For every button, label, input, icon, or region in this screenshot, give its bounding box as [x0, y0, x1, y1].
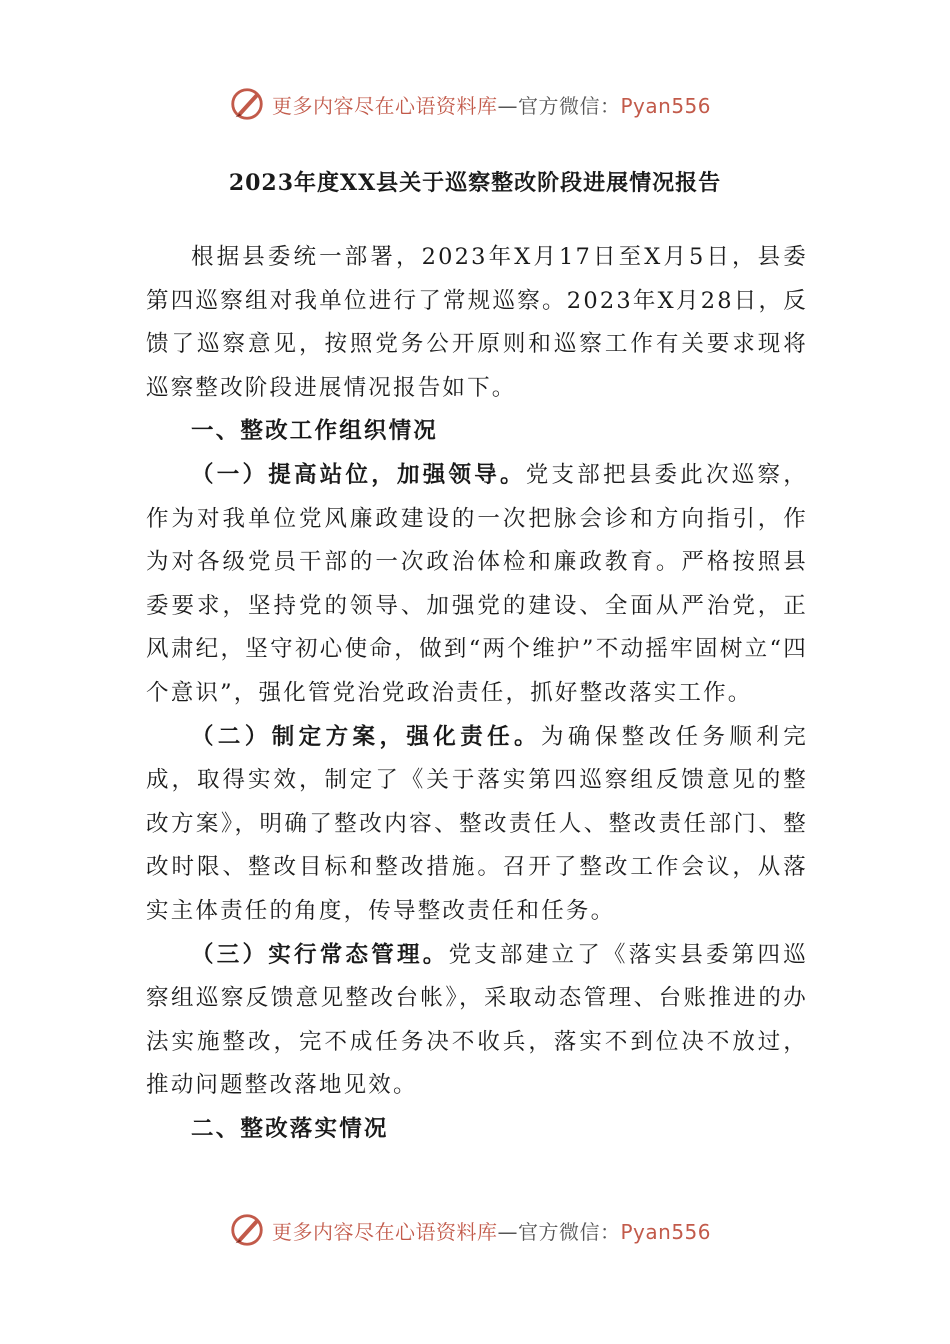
- paragraph-1: [146, 454, 808, 716]
- pen-logo-icon: [228, 1211, 266, 1249]
- paragraph-1-heading: （一）提高站位，加强领导。: [191, 461, 526, 488]
- section-heading-2: 二、整改落实情况: [191, 1115, 389, 1142]
- document-title: 2023年度XX县关于巡察整改阶段进展情况报告: [228, 170, 722, 196]
- paragraph-1-body: 党支部把县委此次巡察，作为对我单位党风廉政建设的一次把脉会诊和方向指引，作为对各级党员干部的一次政治体检和廉政教育。严格按照县委要求，坚持党的领导、加强党的建设、全面从严治党，正风肃纪，坚守初心使命，做到“两个维护”不动摇牢固树立“四个意识”，强化管党治党政治责任，抓好整改落实工作。: [146, 461, 808, 706]
- paragraph-2-heading: （二）制定方案，强化责任。: [191, 723, 541, 750]
- footer-watermark-banner: [228, 1210, 748, 1250]
- intro-paragraph: 根据县委统一部署，2023年X月17日至X月5日，县委第四巡察组对我单位进行了常规巡察。2023年X月28日，反馈了巡察意见，按照党务公开原则和巡察工作有关要求现将巡察整改阶段进展情况报告如下。: [146, 244, 808, 401]
- header-watermark-banner: [228, 84, 748, 124]
- pen-logo-icon: [228, 85, 266, 123]
- document-body: [146, 236, 808, 1151]
- banner-text: 更多内容尽在心语资料库—官方微信：Pyan556: [272, 93, 712, 118]
- banner-text: 更多内容尽在心语资料库—官方微信：Pyan556: [272, 1219, 712, 1244]
- paragraph-3-heading: （三）实行常态管理。: [191, 941, 449, 968]
- paragraph-2-body: 为确保整改任务顺利完成，取得实效，制定了《关于落实第四巡察组反馈意见的整改方案》，明确了整改内容、整改责任人、整改责任部门、整改时限、整改目标和整改措施。召开了整改工作会议，从落实主体责任的角度，传导整改责任和任务。: [146, 723, 808, 924]
- section-heading-1: 一、整改工作组织情况: [191, 418, 439, 445]
- paragraph-2: [146, 716, 808, 934]
- paragraph-3-body: 党支部建立了《落实县委第四巡察组巡察反馈意见整改台帐》，采取动态管理、台账推进的办法实施整改，完不成任务决不收兵，落实不到位决不放过，推动问题整改落地见效。: [146, 941, 808, 1099]
- paragraph-3: [146, 934, 808, 1108]
